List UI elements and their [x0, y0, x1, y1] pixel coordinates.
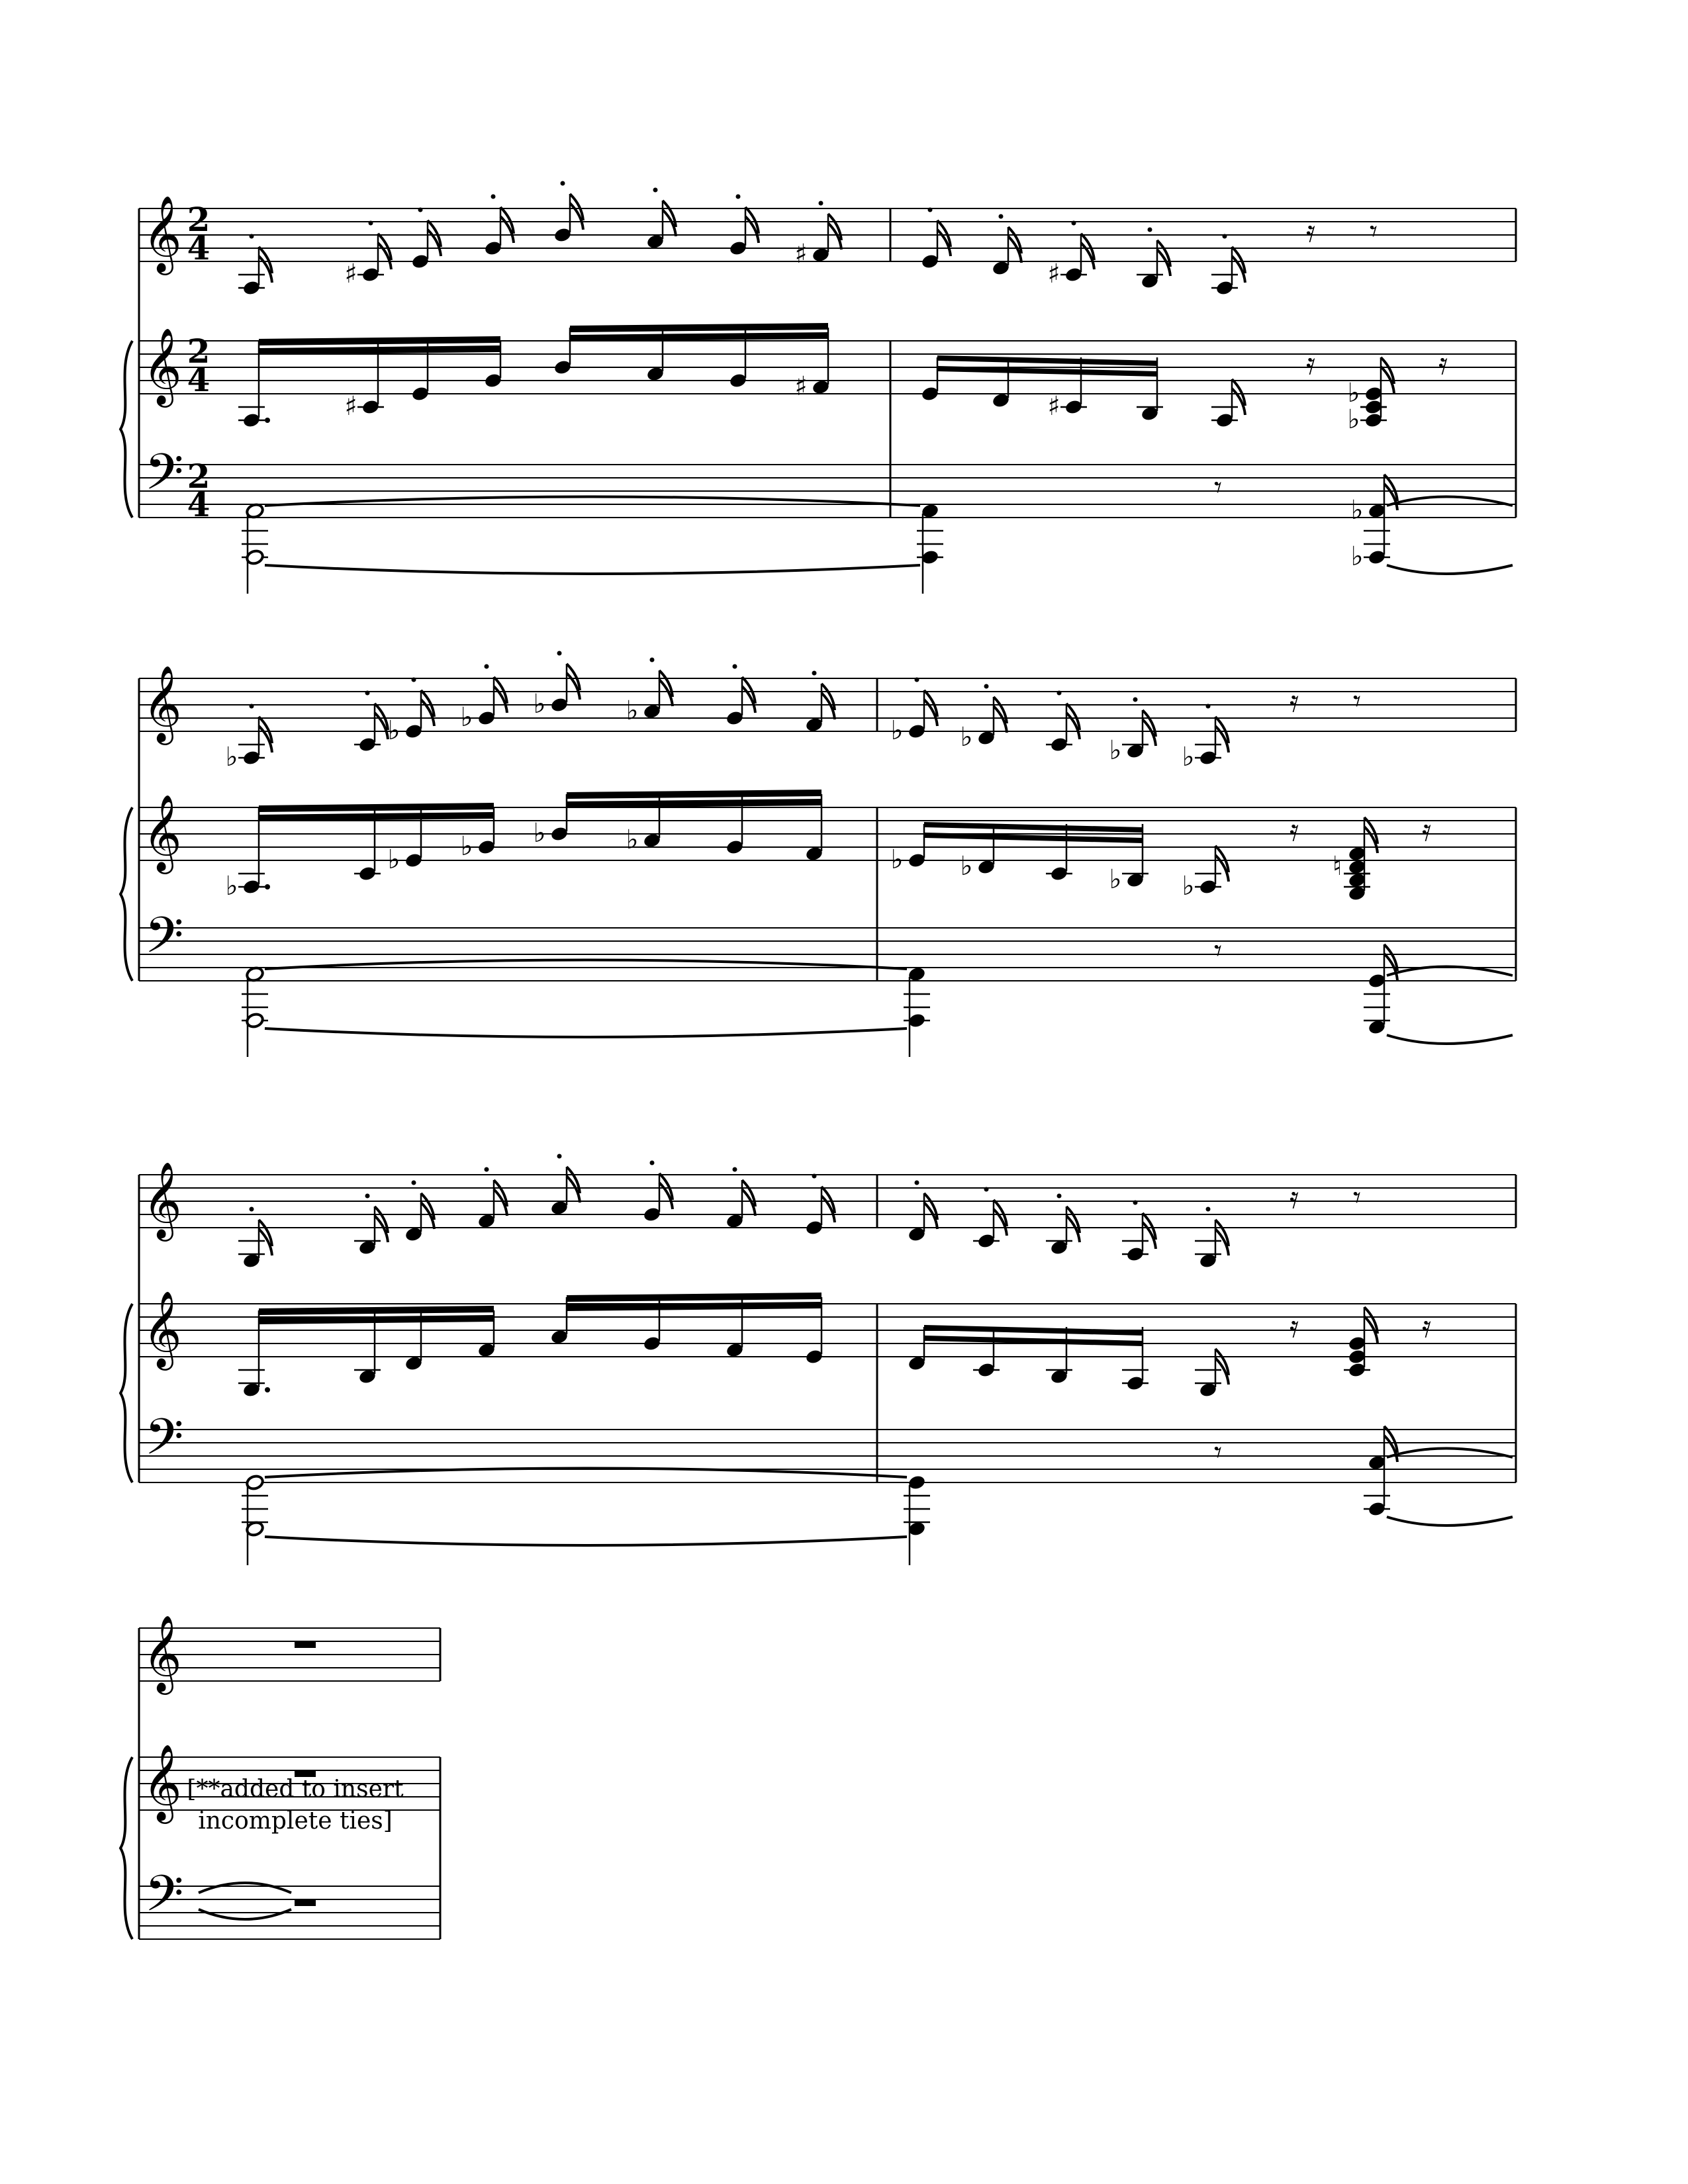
- tie: [1387, 1517, 1513, 1525]
- sharp-sign: ♯: [344, 391, 357, 422]
- sixteenth-rest: 𝄿: [1289, 1308, 1299, 1344]
- flat-sign: ♭: [533, 818, 546, 848]
- flat-sign: ♭: [387, 715, 400, 746]
- augmentation-dot: [265, 884, 270, 889]
- bass-clef: 𝄢: [144, 1408, 184, 1479]
- staccato-dot: [928, 208, 933, 212]
- beam: [259, 803, 494, 812]
- staccato-dot: [485, 664, 489, 669]
- flat-sign: ♭: [1182, 871, 1195, 901]
- beam: [570, 323, 828, 332]
- staccato-dot: [1223, 234, 1227, 239]
- flag: [570, 194, 583, 230]
- flat-sign: ♭: [960, 722, 973, 752]
- eighth-rest: 𝄾: [1213, 933, 1223, 968]
- sixteenth-rest: 𝄿: [1438, 345, 1448, 381]
- flag: [494, 1180, 507, 1216]
- beam: [937, 355, 1157, 366]
- beam: [567, 790, 821, 799]
- augmentation-dot: [265, 418, 270, 423]
- flag: [659, 670, 673, 706]
- whole-rest: [295, 1899, 316, 1906]
- annotation-line-1: [**added to insert: [187, 1776, 404, 1803]
- beam: [924, 1336, 1143, 1346]
- staccato-dot: [984, 684, 989, 689]
- staccato-dot: [1057, 691, 1062, 696]
- piano-brace: [120, 807, 132, 981]
- staccato-dot: [250, 1207, 254, 1212]
- augmentation-dot: [265, 1387, 270, 1392]
- eighth-rest: 𝄾: [1352, 1179, 1362, 1215]
- sharp-sign: ♯: [794, 371, 808, 402]
- flag: [1215, 717, 1229, 752]
- staccato-dot: [1206, 704, 1211, 709]
- staccato-dot: [365, 691, 370, 696]
- tie: [265, 565, 920, 574]
- time-signature-denominator: 4: [187, 228, 211, 267]
- flat-sign: ♭: [1109, 735, 1122, 766]
- flag: [1157, 240, 1170, 276]
- flag: [375, 1206, 388, 1242]
- flat-sign: ♭: [890, 715, 904, 746]
- sixteenth-rest: 𝄿: [1421, 1308, 1432, 1344]
- flag: [821, 1187, 835, 1222]
- beam: [259, 336, 500, 345]
- flat-sign: ♭: [960, 851, 973, 882]
- flag: [421, 1193, 434, 1229]
- flat-sign: ♭: [460, 702, 473, 733]
- flat-sign: ♭: [626, 825, 639, 855]
- tie: [1387, 1035, 1513, 1044]
- staccato-dot: [915, 678, 919, 682]
- flat-sign: ♭: [225, 742, 238, 772]
- staccato-dot: [736, 195, 741, 199]
- sixteenth-rest: 𝄿: [1289, 683, 1299, 719]
- flat-sign: ♭: [1350, 541, 1364, 572]
- flat-sign: ♭: [626, 696, 639, 726]
- staccato-dot: [557, 1154, 562, 1159]
- flag: [375, 704, 388, 739]
- flat-sign: ♭: [225, 871, 238, 901]
- piano-brace: [120, 341, 132, 518]
- staccato-dot: [984, 1187, 989, 1192]
- flag: [828, 214, 841, 250]
- flag: [1381, 357, 1394, 393]
- piano-brace: [120, 1757, 132, 1939]
- treble-clef: 𝄞: [142, 195, 182, 272]
- sharp-sign: ♯: [1047, 259, 1060, 289]
- flat-sign: ♭: [533, 689, 546, 719]
- flag: [567, 664, 580, 700]
- staccato-dot: [650, 1161, 655, 1165]
- flag: [1143, 710, 1156, 746]
- flag: [378, 234, 391, 269]
- beam: [567, 1293, 821, 1302]
- flag: [1232, 379, 1245, 415]
- staccato-dot: [1072, 221, 1076, 226]
- staccato-dot: [1057, 1194, 1062, 1199]
- staccato-dot: [418, 208, 423, 212]
- flag: [924, 690, 937, 726]
- staccato-dot: [733, 1167, 737, 1172]
- beam: [570, 332, 828, 341]
- staccato-dot: [412, 1181, 416, 1185]
- sixteenth-rest: 𝄿: [1289, 812, 1299, 848]
- tie: [1387, 565, 1513, 574]
- flat-sign: ♭: [387, 844, 400, 875]
- flat-sign: ♭: [460, 831, 473, 862]
- flat-sign: ♭: [1350, 495, 1364, 525]
- flag: [821, 684, 835, 719]
- eighth-rest: 𝄾: [1213, 469, 1223, 505]
- tie: [265, 1537, 907, 1545]
- flag: [924, 1193, 937, 1229]
- sharp-sign: ♯: [794, 239, 808, 269]
- eighth-rest: 𝄾: [1369, 213, 1378, 249]
- staccato-dot: [1133, 698, 1138, 702]
- beam: [924, 1325, 1143, 1336]
- annotation-line-2: incomplete ties]: [198, 1807, 393, 1835]
- flag: [1066, 1206, 1080, 1242]
- flag: [1364, 1307, 1378, 1343]
- beam: [567, 799, 821, 808]
- staccato-dot: [650, 658, 655, 662]
- staccato-dot: [819, 201, 823, 206]
- staff-lines-layer: [120, 208, 1516, 1939]
- staccato-dot: [999, 214, 1004, 219]
- treble-clef: 𝄞: [142, 664, 182, 742]
- staccato-dot: [1133, 1201, 1138, 1205]
- flag: [259, 247, 272, 283]
- beam: [259, 812, 494, 821]
- whole-rest: [295, 1641, 316, 1648]
- staccato-dot: [365, 1194, 370, 1199]
- flag: [1215, 846, 1229, 882]
- flag: [659, 1173, 673, 1209]
- flag: [421, 690, 434, 726]
- flag: [1066, 704, 1080, 739]
- treble-clef: 𝄞: [142, 1743, 182, 1821]
- time-signature-numerator: 2: [187, 457, 211, 496]
- time-signature-numerator: 2: [187, 332, 211, 371]
- flat-sign: ♭: [1182, 742, 1195, 772]
- staccato-dot: [1206, 1207, 1211, 1212]
- staccato-dot: [812, 1174, 817, 1179]
- treble-clef: 𝄞: [142, 794, 182, 871]
- text-layer: [187, 200, 404, 1835]
- time-signature-denominator: 4: [187, 360, 211, 399]
- bass-clef: 𝄢: [144, 443, 184, 514]
- flag: [1215, 1349, 1229, 1385]
- sixteenth-rest: 𝄿: [1305, 345, 1316, 381]
- time-signature-numerator: 2: [187, 200, 211, 239]
- beam: [924, 822, 1143, 833]
- beam: [259, 1306, 494, 1315]
- bass-clef: 𝄢: [144, 906, 184, 977]
- sixteenth-rest: 𝄿: [1289, 1179, 1299, 1215]
- notes-layer: [142, 181, 1513, 1936]
- flag: [994, 1200, 1007, 1236]
- sixteenth-rest: 𝄿: [1421, 812, 1432, 848]
- incomplete-tie: [199, 1883, 291, 1893]
- flat-sign: ♭: [1109, 864, 1122, 895]
- treble-clef: 𝄞: [142, 1614, 182, 1692]
- staccato-dot: [412, 678, 416, 682]
- piano-brace: [120, 1304, 132, 1482]
- flag: [567, 1167, 580, 1203]
- flag: [742, 1180, 755, 1216]
- flag: [745, 207, 759, 243]
- incomplete-tie: [199, 1909, 291, 1919]
- flag: [428, 220, 441, 256]
- treble-clef: 𝄞: [142, 327, 182, 404]
- flag: [500, 207, 514, 243]
- flag: [1143, 1213, 1156, 1249]
- staccato-dot: [369, 221, 373, 226]
- flag: [494, 677, 507, 713]
- staccato-dot: [915, 1181, 919, 1185]
- flag: [259, 1220, 272, 1255]
- flag: [1232, 247, 1245, 283]
- staccato-dot: [491, 195, 496, 199]
- staccato-dot: [557, 651, 562, 656]
- staccato-dot: [653, 188, 658, 193]
- eighth-rest: 𝄾: [1352, 683, 1362, 719]
- flag: [1081, 234, 1094, 269]
- tie: [265, 1028, 907, 1037]
- staccato-dot: [485, 1167, 489, 1172]
- sharp-sign: ♯: [344, 259, 357, 289]
- sixteenth-rest: 𝄿: [1305, 213, 1316, 249]
- beam: [259, 345, 500, 355]
- natural-sign: ♮: [1332, 851, 1342, 882]
- time-signature-denominator: 4: [187, 485, 211, 524]
- flat-sign: ♭: [890, 844, 904, 875]
- eighth-rest: 𝄾: [1213, 1434, 1223, 1470]
- treble-clef: 𝄞: [142, 1290, 182, 1367]
- staccato-dot: [250, 234, 254, 239]
- flag: [1215, 1220, 1229, 1255]
- flag: [259, 717, 272, 752]
- flat-sign: ♭: [1347, 404, 1360, 435]
- flat-sign: ♭: [1347, 378, 1360, 408]
- treble-clef: 𝄞: [142, 1161, 182, 1238]
- flag: [742, 677, 755, 713]
- staccato-dot: [250, 704, 254, 709]
- staccato-dot: [1148, 228, 1152, 232]
- sharp-sign: ♯: [1047, 391, 1060, 422]
- flag: [994, 697, 1007, 733]
- flag: [1008, 227, 1021, 263]
- staccato-dot: [812, 671, 817, 676]
- staccato-dot: [733, 664, 737, 669]
- flag: [663, 201, 676, 236]
- bass-clef: 𝄢: [144, 1864, 184, 1935]
- staccato-dot: [561, 181, 565, 186]
- flag: [937, 220, 951, 256]
